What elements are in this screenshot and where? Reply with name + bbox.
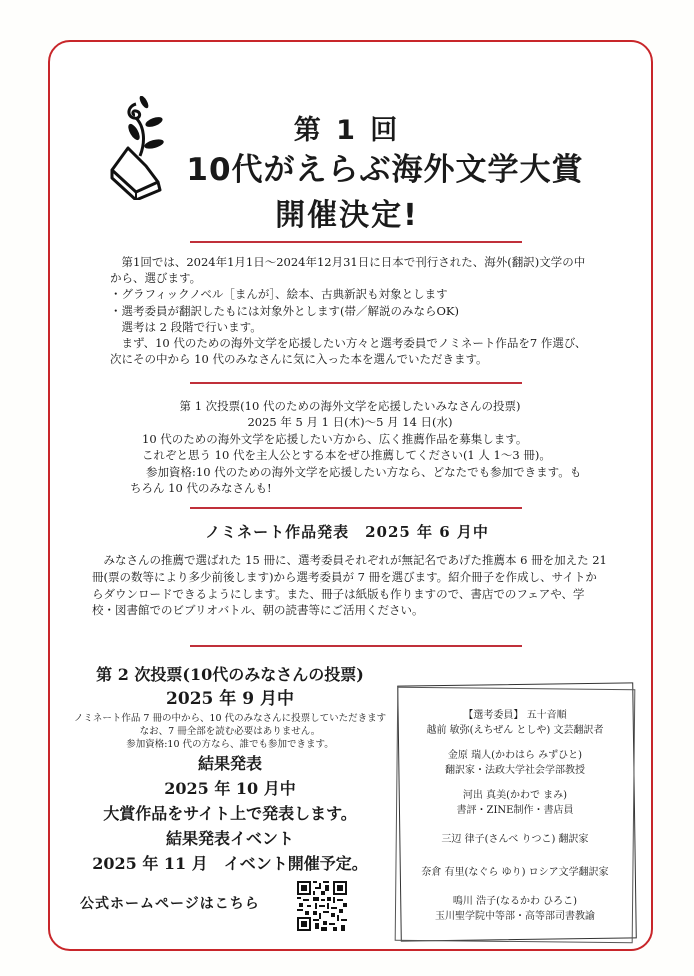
edition-label: 第 1 回 — [293, 115, 401, 146]
second-vote-title: 第 2 次投票(10代のみなさんの投票) — [96, 665, 364, 684]
schedule-section — [62, 662, 398, 876]
committee-member-name: 河出 真美(かわで まみ) — [462, 790, 568, 801]
intro-section — [110, 254, 590, 367]
second-vote-eligibility: 参加資格:10 代の方なら、誰でも参加できます。 — [126, 739, 334, 750]
second-vote-note: なお、7 冊全部を読む必要はありません。 — [139, 726, 321, 737]
first-vote-section — [110, 398, 590, 496]
intro-text: 第1回では、2024年1月1日～2024年12月31日に日本で刊行された、海外(翻訳)文学の中から、選びます。 — [110, 255, 586, 286]
committee-member-role: 書評・ZINE制作・書店員 — [456, 805, 574, 816]
first-vote-text: これぞと思う 10 代を主人公とする本をぜひ推薦してください(1 人 1～3 冊)。 — [142, 448, 551, 463]
committee-member-role: 翻訳家・法政大学社会学部教授 — [445, 765, 585, 776]
first-vote-eligibility: 参加資格:10 代のための海外文学を応援したい方なら、どなたでも参加できます。もちろん 10 代のみなさんも! — [130, 464, 582, 496]
announcement-title: 開催決定! — [275, 198, 419, 233]
qr-code-icon[interactable] — [297, 881, 347, 931]
intro-bullet: ・グラフィックノベル［まんが］、絵本、古典新訳も対象とします — [110, 287, 448, 302]
results-title: 結果発表 — [197, 754, 262, 773]
divider — [190, 241, 522, 243]
intro-text: 選考は 2 段階で行います。 — [121, 319, 262, 334]
nomination-heading: ノミネート作品発表 2025 年 6 月中 — [205, 523, 489, 541]
divider — [190, 645, 522, 647]
divider — [190, 507, 522, 509]
intro-bullet: ・選考委員が翻訳したもには対象外とします(帯／解説のみならOK) — [110, 303, 459, 318]
committee-member-name: 奈倉 有里(なぐら ゆり) ロシア文学翻訳家 — [421, 867, 609, 878]
first-vote-text: 10 代のための海外文学を応援したい方から、広く推薦作品を募集します。 — [142, 431, 528, 446]
first-vote-title: 第 1 次投票(10 代のための海外文学を応援したいみなさんの投票) — [179, 399, 521, 413]
event-detail: 2025 年 11 月 イベント開催予定。 — [92, 854, 368, 873]
committee-member-name: 越前 敏弥(えちぜん としや) 文芸翻訳者 — [426, 725, 604, 736]
event-title: 結果発表イベント — [165, 829, 294, 848]
homepage-link[interactable]: 公式ホームページはこちら — [80, 896, 260, 912]
results-detail: 大賞作品をサイト上で発表します。 — [103, 804, 357, 823]
committee-member-name: 鳴川 浩子(なるかわ ひろこ) — [452, 896, 578, 907]
nomination-text: みなさんの推薦で選ばれた 15 冊に、選考委員それぞれが無記名であげた推薦本 6 冊を加えた 21 冊(票の数等により多少前後します)から選考委員が 7 冊を選びます。紹介冊子を作成し、サイトからダウンロードできるようにします。また、冊子は紙版も作りますので、書店でのフェアや、学校・図書館でのビブリオバトル、朝の読書等にご活用ください。 — [92, 553, 607, 618]
divider — [190, 382, 522, 384]
committee-member-role: 玉川聖学院中等部・高等部司書教諭 — [435, 911, 595, 922]
award-title: 10代がえらぶ海外文学大賞 — [186, 152, 584, 188]
committee-heading: 【選考委員】 五十音順 — [463, 710, 567, 721]
second-vote-period: 2025 年 9 月中 — [166, 689, 294, 709]
committee-member-name: 金原 瑞人(かわはら みずひと) — [447, 750, 583, 761]
first-vote-period: 2025 年 5 月 1 日(木)～5 月 14 日(水) — [247, 415, 453, 430]
results-period: 2025 年 10 月中 — [164, 779, 296, 798]
intro-text: まず、10 代のための海外文学を応援したい方々と選考委員でノミネート作品を7 作選び、次にその中から 10 代のみなさんに気に入った本を選んでいただきます。 — [110, 336, 587, 367]
committee-member-name: 三辺 律子(さんべ りつこ) 翻訳家 — [441, 834, 589, 845]
committee-list — [400, 708, 630, 924]
nomination-section — [92, 552, 607, 619]
second-vote-note: ノミネート作品 7 冊の中から、10 代のみなさんに投票していただきます — [73, 713, 387, 724]
